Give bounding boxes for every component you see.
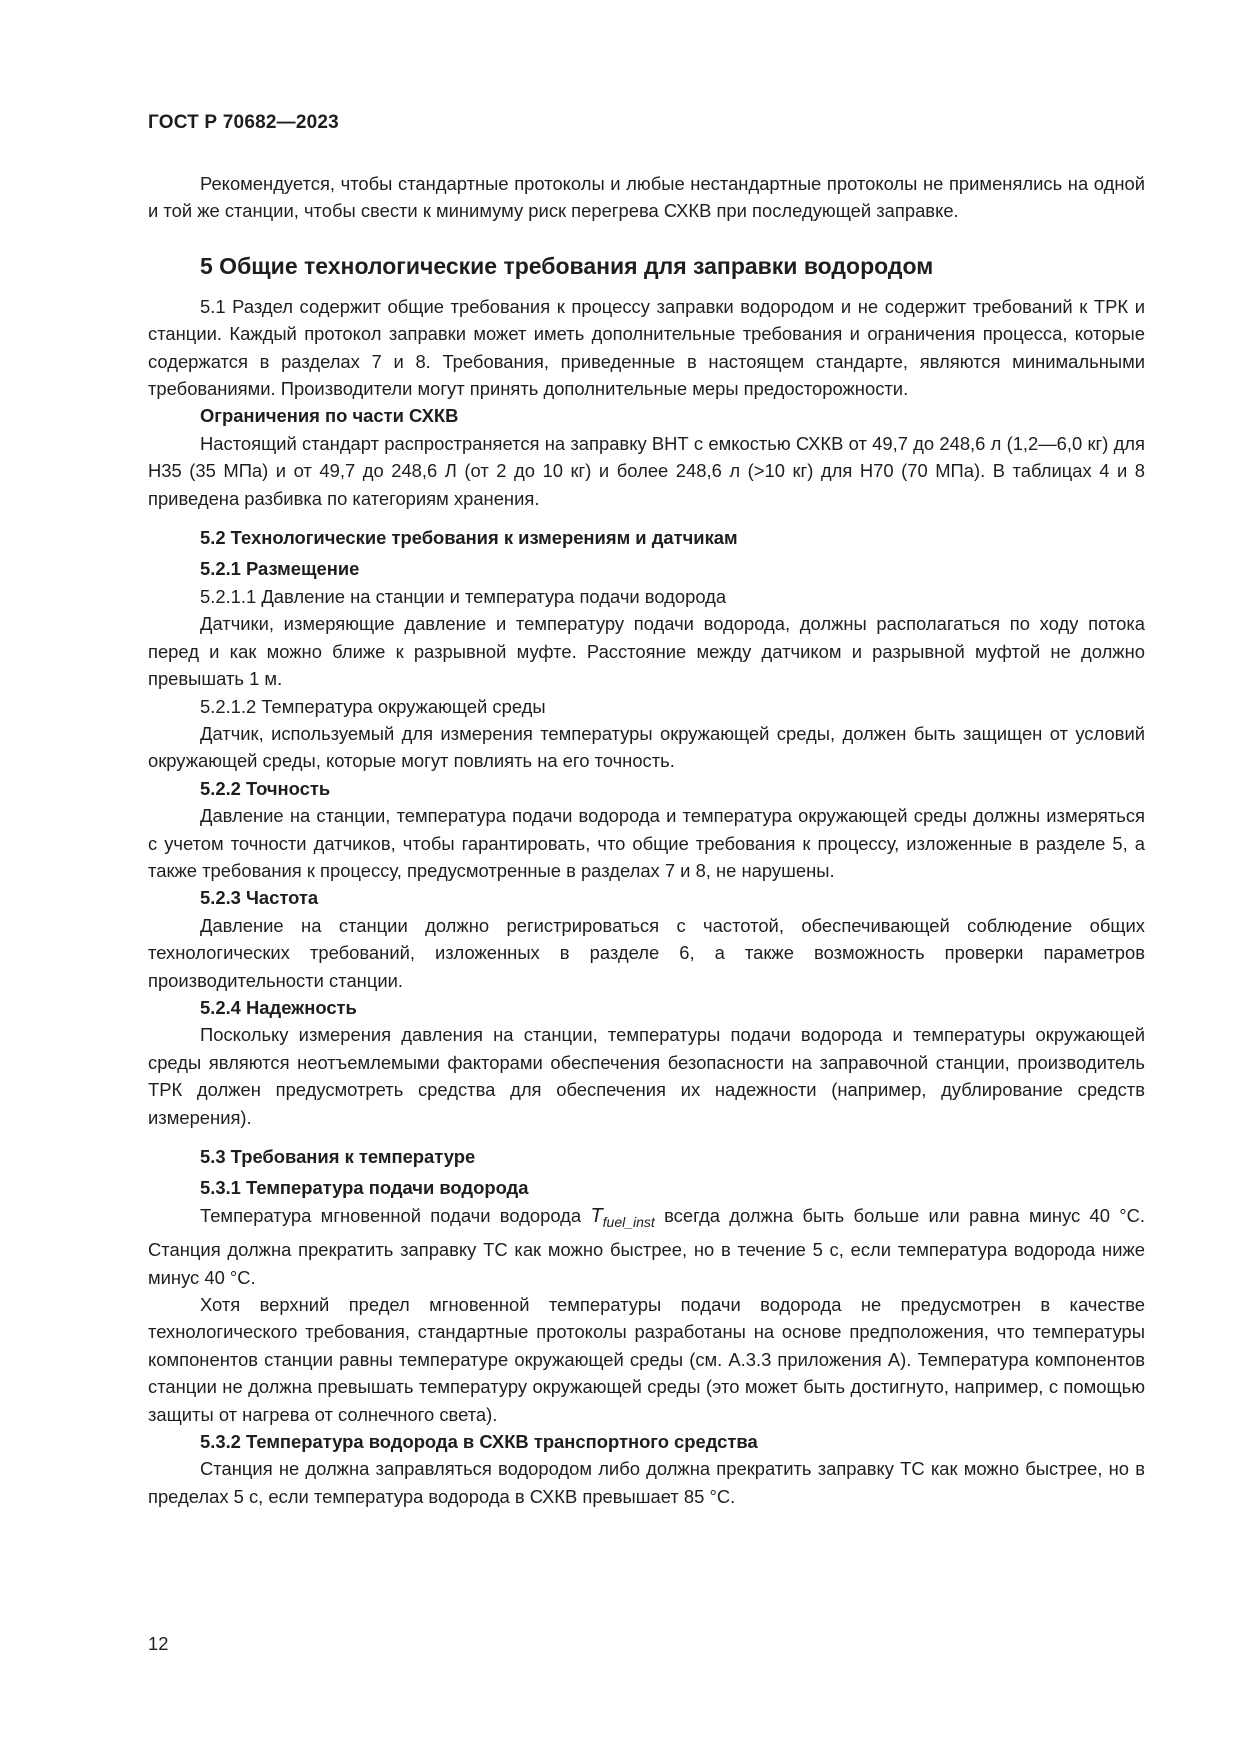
clause-5-2-1-1-text: Датчики, измеряющие давление и температуру подачи водорода, должны располагаться по ходу потока перед и как можно ближе к разрывной муфте. Расстояние между датчиком и разрывной муфтой не должно превышать 1 м. xyxy=(148,613,1145,690)
section-5-2-title: 5.2 Технологические требования к измерениям и датчикам xyxy=(200,527,738,549)
section-5-2-1-title: 5.2.1 Размещение xyxy=(200,558,360,580)
standard-header: ГОСТ Р 70682—2023 xyxy=(148,112,339,133)
limits-title: Ограничения по части СХКВ xyxy=(200,405,459,427)
section-5-3-title: 5.3 Требования к температуре xyxy=(200,1146,476,1167)
fuel-inst-temperature-symbol xyxy=(590,1204,655,1230)
limits-text: Настоящий стандарт распространяется на заправку ВНТ с емкостью СХКВ от 49,7 до 248,6 л (1,2—6,0 кг) для Н35 (35 МПа) и от 49,7 до 248,6 Л (от 2 до 10 кг) и более 248,6 л (>10 кг) для Н70 (70 МПа). В таблицах 4 и 8 приведена разбивка по категориям хранения. xyxy=(148,432,1145,509)
document-body xyxy=(148,170,1145,1510)
symbol-subscript: fuel_inst xyxy=(602,1213,655,1230)
section-5-2-4-title: 5.2.4 Надежность xyxy=(200,996,357,1018)
clause-5-2-1-2-title: 5.2.1.2 Температура окружающей среды xyxy=(200,695,546,717)
section-5-2-3-text: Давление на станции должно регистрироваться с частотой, обеспечивающей соблюдение общих технологических требований, изложенных в разделе 6, а также возможность проверки параметров производительности станции. xyxy=(148,914,1145,991)
clause-5-2-1-1-title: 5.2.1.1 Давление на станции и температура подачи водорода xyxy=(200,585,727,607)
section-5-2-4-text: Поскольку измерения давления на станции, температуры подачи водорода и температуры окружающей среды являются неотъемлемыми факторами обеспечения безопасности на заправочной станции, производитель ТРК должен предусмотреть средства для обеспечения их надежности (например, дублирование средств измерения). xyxy=(148,1024,1145,1128)
clause-5-1-text: 5.1 Раздел содержит общие требования к процессу заправки водородом и не содержит требований к ТРК и станции. Каждый протокол заправки может иметь дополнительные требования и ограничения процесса, которые содержатся в разделах 7 и 8. Требования, приведенные в настоящем стандарте, являются минимальными требованиями. Производители могут принять дополнительные меры предосторожности. xyxy=(148,295,1145,400)
text-after-symbol: всегда должна быть больше или равна минус 40 °С. Станция должна прекратить заправку ТС как можно быстрее, но в течение 5 с, если температура водорода ниже минус 40 °С. xyxy=(148,1204,1145,1288)
section-5-2-2-title: 5.2.2 Точность xyxy=(200,777,331,799)
section-5-3-1-title: 5.3.1 Температура подачи водорода xyxy=(200,1177,529,1199)
section-5-3-2-text: Станция не должна заправляться водородом либо должна прекратить заправку ТС как можно быстрее, но в пределах 5 с, если температура водорода в СХКВ превышает 85 °С. xyxy=(148,1458,1145,1507)
section-5-3-2-title: 5.3.2 Температура водорода в СХКВ транспортного средства xyxy=(200,1431,758,1453)
page-number: 12 xyxy=(148,1633,169,1654)
section-5-title: 5 Общие технологические требования для заправки водородом xyxy=(200,252,934,279)
intro-paragraph: Рекомендуется, чтобы стандартные протоколы и любые нестандартные протоколы не применялись на одной и той же станции, чтобы свести к минимуму риск перегрева СХКВ при последующей заправке. xyxy=(148,173,1145,222)
section-5-2-2-text: Давление на станции, температура подачи водорода и температура окружающей среды должны измеряться с учетом точности датчиков, чтобы гарантировать, что общие требования к процессу, изложенные в разделе 5, а также требования к процессу, предусмотренные в разделах 7 и 8, не нарушены. xyxy=(148,805,1145,881)
clause-5-2-1-2-text: Датчик, используемый для измерения температуры окружающей среды, должен быть защищен от условий окружающей среды, которые могут повлиять на его точность. xyxy=(148,722,1145,772)
symbol-letter: T xyxy=(590,1204,603,1227)
section-5-2-3-title: 5.2.3 Частота xyxy=(200,887,319,909)
section-5-3-1-text xyxy=(148,1202,1145,1291)
text-before-symbol: Температура мгновенной подачи водорода xyxy=(200,1204,591,1226)
section-5-3-1-text-2: Хотя верхний предел мгновенной температуры подачи водорода не предусмотрен в качестве технологического требования, стандартные протоколы разработаны на основе предположения, что температуры компонентов станции равны температуре окружающей среды (см. А.3.3 приложения А). Температура компонентов станции не должна превышать температуру окружающей среды (это может быть достигнуто, например, с помощью защиты от нагрева от солнечного света). xyxy=(148,1294,1145,1425)
